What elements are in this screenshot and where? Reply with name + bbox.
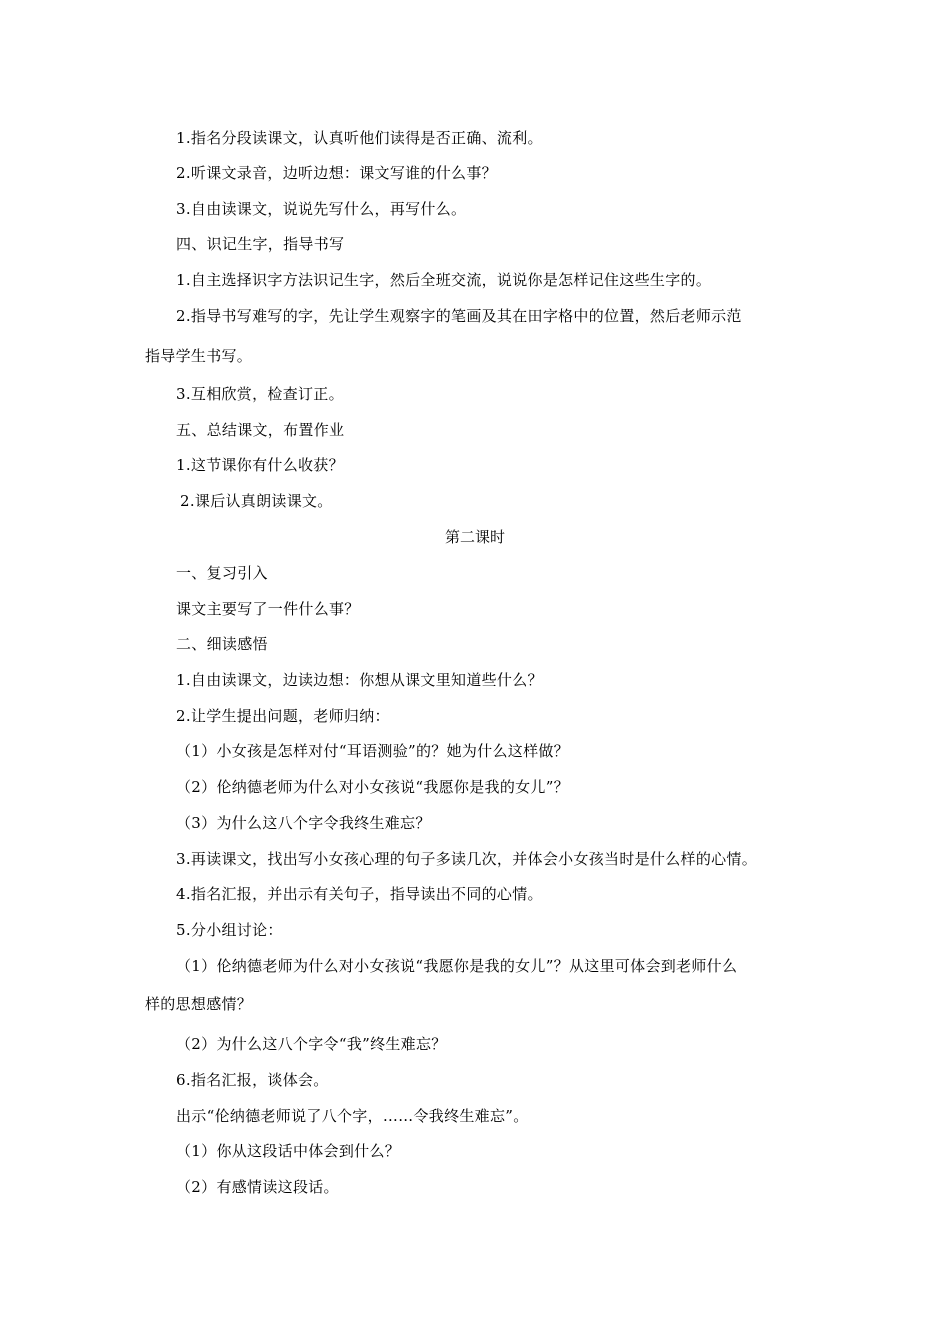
lesson-title: 第二课时 — [444, 528, 505, 546]
text-line: （2）伦纳德老师为什么对小女孩说“我愿你是我的女儿”？ — [176, 778, 569, 796]
text-line: （1）你从这段话中体会到什么？ — [176, 1142, 401, 1160]
text-line: （2）为什么这八个字令“我”终生难忘？ — [176, 1035, 447, 1053]
section-heading: 二、细读感悟 — [176, 635, 268, 653]
text-line: 出示“伦纳德老师说了八个字，……令我终生难忘”。 — [176, 1107, 529, 1125]
text-line: 3.自由读课文，说说先写什么，再写什么。 — [176, 200, 467, 218]
text-line: 6.指名汇报，谈体会。 — [176, 1071, 329, 1089]
text-line: （2）有感情读这段话。 — [176, 1178, 339, 1196]
text-line: （3）为什么这八个字令我终生难忘？ — [176, 814, 431, 832]
section-heading: 一、复习引入 — [176, 564, 268, 582]
text-line: 2.听课文录音，边听边想：课文写谁的什么事？ — [176, 164, 497, 182]
text-line: 样的思想感情？ — [145, 995, 253, 1013]
text-line: 1.自由读课文，边读边想：你想从课文里知道些什么？ — [176, 671, 543, 689]
text-line: 4.指名汇报，并出示有关句子，指导读出不同的心情。 — [176, 885, 543, 903]
text-line: 1.这节课你有什么收获？ — [176, 456, 344, 474]
section-heading: 四、识记生字，指导书写 — [176, 235, 345, 253]
text-line: 课文主要写了一件什么事？ — [176, 600, 360, 618]
text-line: 1.自主选择识字方法识记生字，然后全班交流，说说你是怎样记住这些生字的。 — [176, 271, 712, 289]
text-line: 5.分小组讨论： — [176, 921, 283, 939]
text-line: 3.再读课文，找出写小女孩心理的句子多读几次，并体会小女孩当时是什么样的心情。 — [176, 850, 758, 868]
section-heading: 五、总结课文，布置作业 — [176, 421, 345, 439]
text-line: （1）小女孩是怎样对付“耳语测验”的？她为什么这样做？ — [176, 742, 569, 760]
text-line: 1.指名分段读课文，认真听他们读得是否正确、流利。 — [176, 129, 543, 147]
text-line: 3.互相欣赏，检查订正。 — [176, 385, 344, 403]
text-line: （1）伦纳德老师为什么对小女孩说“我愿你是我的女儿”？从这里可体会到老师什么 — [176, 957, 738, 975]
text-line: 指导学生书写。 — [145, 347, 253, 365]
text-line: 2.让学生提出问题，老师归纳： — [176, 707, 390, 725]
text-line: 2.指导书写难写的字，先让学生观察字的笔画及其在田字格中的位置，然后老师示范 — [176, 307, 742, 325]
text-line: 2.课后认真朗读课文。 — [180, 492, 333, 510]
